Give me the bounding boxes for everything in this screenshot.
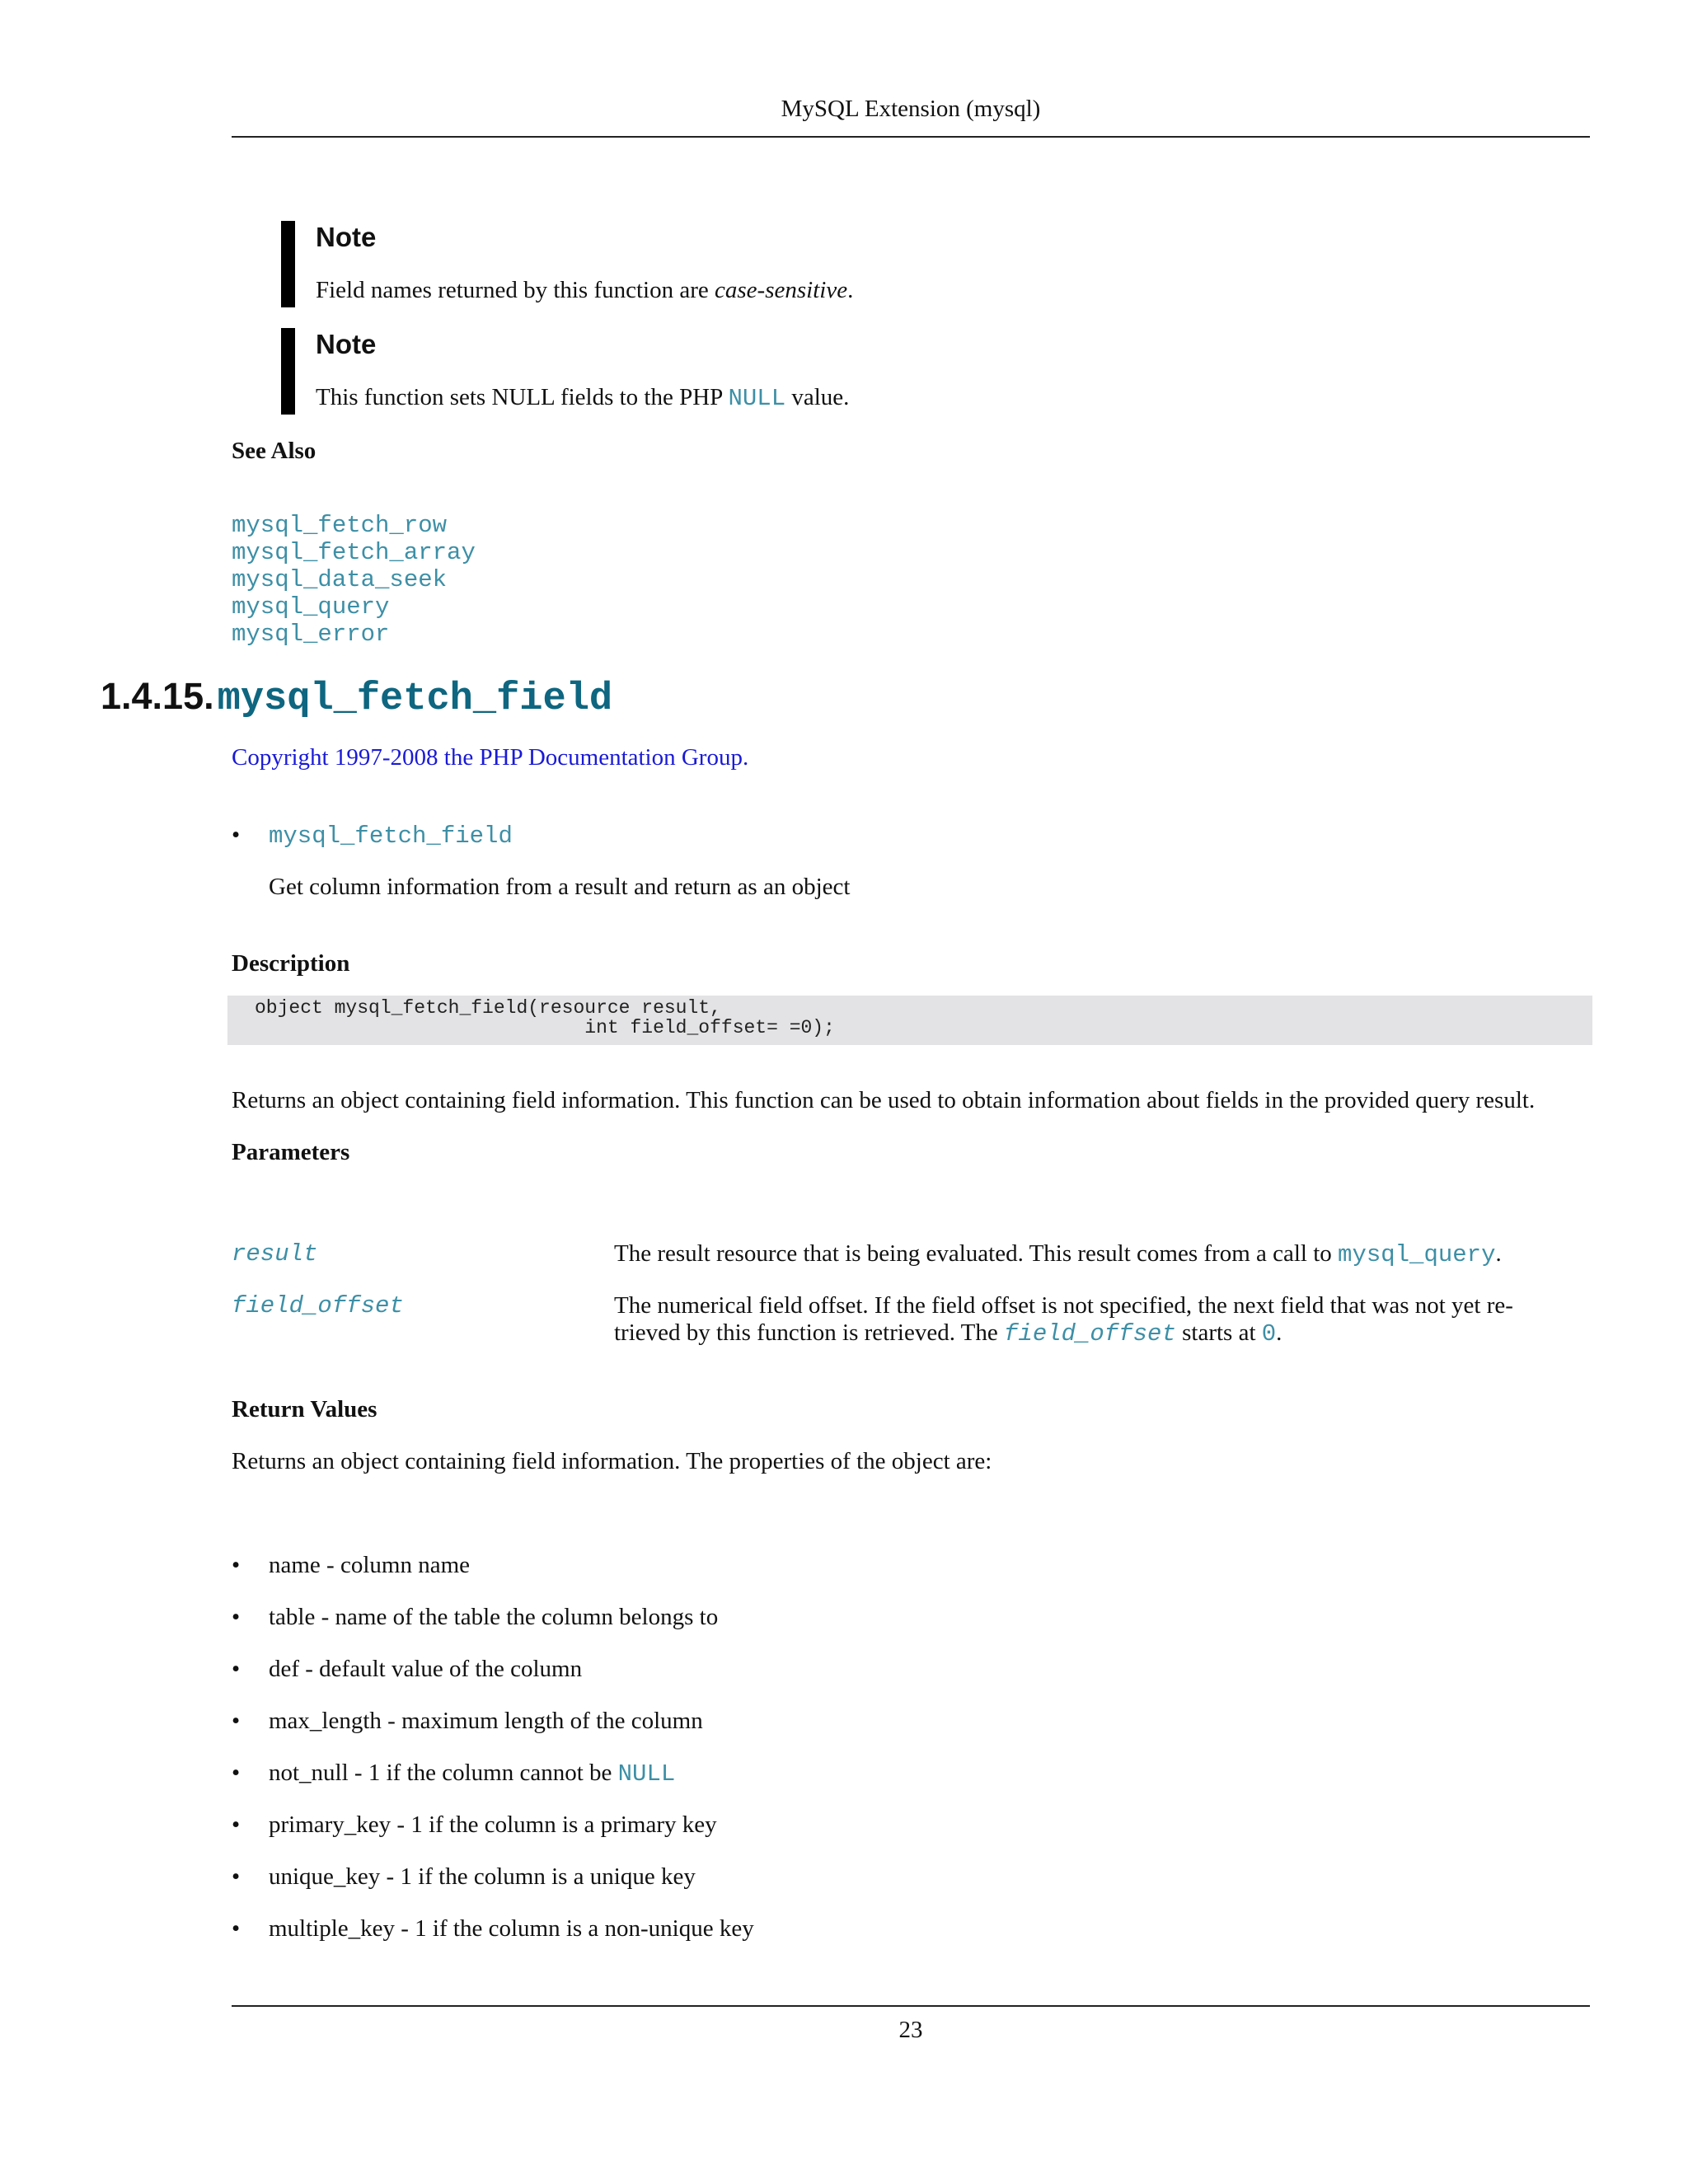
note-bar: [281, 221, 295, 307]
see-also-link-mysql-fetch-row[interactable]: mysql_fetch_row: [232, 512, 448, 539]
header-rule: [232, 136, 1590, 138]
note-title: Note: [316, 329, 377, 359]
synopsis-code: object mysql_fetch_field(resource result, int field_offset= =0);: [255, 997, 835, 1038]
description-heading: Description: [232, 950, 350, 977]
param-desc-result: The result resource that is being evaluated. This result comes from a call to mysql_query.: [614, 1240, 1502, 1268]
description-text: Returns an object containing field information. This function can be used to obtain information about fields in the provided query result.: [232, 1087, 1536, 1113]
see-also-link-mysql-query[interactable]: mysql_query: [232, 593, 390, 621]
section-function-name: mysql_fetch_field: [217, 677, 613, 721]
case-sensitive-emphasis: case-sensitive: [715, 277, 848, 303]
page-number: 23: [898, 2017, 923, 2043]
running-header: MySQL Extension (mysql): [781, 96, 1041, 122]
footer-rule: [232, 2005, 1590, 2007]
section-heading: [101, 672, 612, 730]
note-text: This function sets NULL fields to the PHP NULL value.: [316, 384, 850, 412]
null-constant: NULL: [617, 1760, 676, 1788]
see-also-heading: See Also: [232, 438, 316, 464]
note-title: Note: [316, 222, 377, 252]
function-synopsis: [227, 996, 1592, 1045]
parameters-heading: Parameters: [232, 1139, 350, 1165]
see-also-link-mysql-fetch-array[interactable]: mysql_fetch_array: [232, 539, 476, 566]
note-bar: [281, 328, 295, 415]
null-constant: NULL: [728, 385, 786, 412]
param-name-field-offset: field_offset: [232, 1292, 404, 1319]
field-offset-param-ref: field_offset: [1004, 1320, 1176, 1347]
return-values-heading: Return Values: [232, 1396, 377, 1422]
mysql-query-link[interactable]: mysql_query: [1338, 1241, 1496, 1268]
bullet-dot: •: [232, 822, 241, 848]
note-case-sensitive: [281, 221, 1517, 307]
see-also-list: [232, 512, 476, 648]
copyright-link[interactable]: Copyright 1997-2008 the PHP Documentation Group.: [232, 744, 749, 771]
param-name-result: result: [232, 1240, 318, 1268]
section-number: 1.4.15.: [101, 675, 214, 717]
note-text: Field names returned by this function are case-sensitive.: [316, 277, 854, 303]
note-null-fields: [281, 328, 1517, 415]
see-also-link-mysql-data-seek[interactable]: mysql_data_seek: [232, 566, 448, 593]
param-desc-field-offset: The numerical field offset. If the field offset is not specified, the next field that was not yet re- trieved by this function is retrieved. The field_offset starts at 0.: [614, 1292, 1513, 1347]
refpurpose: Get column information from a result and return as an object: [269, 874, 851, 900]
return-values-text: Returns an object containing field information. The properties of the object are:: [232, 1448, 992, 1474]
see-also-link-mysql-error[interactable]: mysql_error: [232, 621, 390, 648]
zero-literal: 0: [1261, 1320, 1277, 1347]
refname-link[interactable]: mysql_fetch_field: [269, 823, 513, 850]
